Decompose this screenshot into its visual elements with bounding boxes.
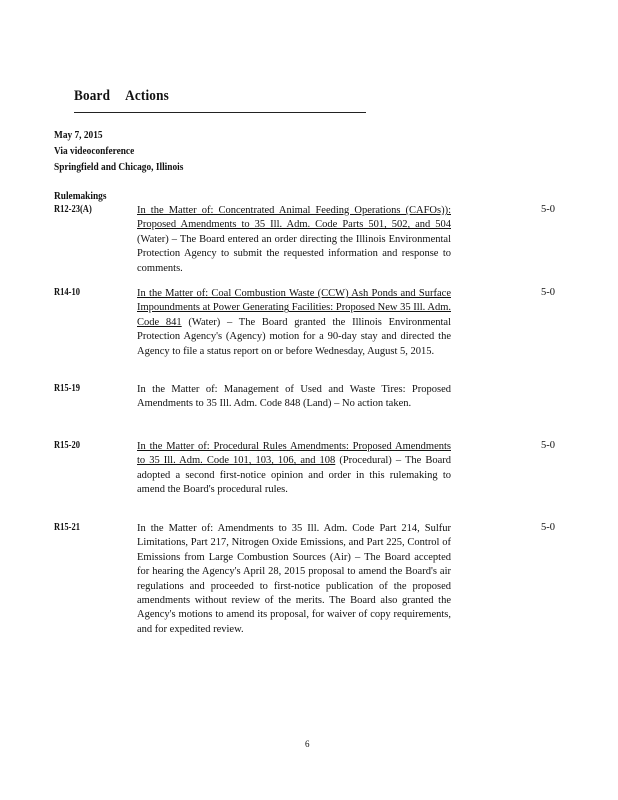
- page-title: Board Actions: [74, 88, 169, 104]
- case-action: (Water) – The Board granted the Illinois Environmental Protection Agency's (Agency) motion for a 90-day stay and directed the Agency to file a status report on or before Wednesday, August 5, 2015.: [137, 316, 451, 357]
- meeting-locations: Springfield and Chicago, Illinois: [54, 161, 184, 173]
- page-number: 6: [305, 739, 310, 749]
- vote-count: 5-0: [541, 522, 555, 533]
- entry-description: [137, 287, 451, 359]
- docket-number: R12-23(A): [54, 204, 92, 215]
- entry-description: [137, 383, 451, 412]
- entry-description: [137, 440, 451, 498]
- case-action: (Procedural) – The Board adopted a second first-notice opinion and order in this rulemaking to amend the Board's procedural rules.: [137, 455, 451, 496]
- case-action: (Water) – The Board entered an order directing the Illinois Environmental Protection Agency to submit the requested information and response to comments.: [137, 233, 451, 274]
- docket-number: R15-20: [54, 440, 80, 451]
- vote-count: 5-0: [541, 204, 555, 215]
- case-title: In the Matter of: Procedural Rules Amendments: Proposed Amendments to 35 Ill. Adm. Code 101, 103, 106, and 108: [137, 441, 451, 467]
- meeting-info: [54, 127, 183, 175]
- entry-description: [137, 522, 451, 637]
- case-title: In the Matter of: Concentrated Animal Feeding Operations (CAFOs)): Proposed Amendments to 35 Ill. Adm. Code Parts 501, 502, and 504: [137, 205, 451, 231]
- case-title: In the Matter of: Coal Combustion Waste (CCW) Ash Ponds and Surface Impoundments at Power Generating Facilities: Proposed New 35 Ill. Adm. Code 841: [137, 288, 451, 328]
- meeting-date: May 7, 2015: [54, 129, 103, 141]
- docket-number: R15-19: [54, 383, 80, 394]
- docket-number: R15-21: [54, 522, 80, 533]
- entry-description: [137, 204, 451, 276]
- vote-count: 5-0: [541, 440, 555, 451]
- section-heading: Rulemakings: [54, 190, 107, 202]
- meeting-via: Via videoconference: [54, 145, 135, 157]
- title-divider: [74, 112, 366, 113]
- case-action: In the Matter of: Amendments to 35 Ill. Adm. Code Part 214, Sulfur Limitations, Part 217, Nitrogen Oxide Emissions, and Part 225, Control of Emissions from Large Combustion Sources (Air) – The Board accepted for hearing the Agency's April 28, 2015 proposal to amend the Board's air regulations and proceeded to first-notice publication of the proposed amendments without review of the merits. The Board also granted the Agency's motions to amend its proposal, for waiver of copy requirements, and for expedited review.: [137, 523, 451, 635]
- vote-count: 5-0: [541, 287, 555, 298]
- case-action: In the Matter of: Management of Used and Waste Tires: Proposed Amendments to 35 Ill. Adm. Code 848 (Land) – No action taken.: [137, 384, 451, 410]
- docket-number: R14-10: [54, 287, 80, 298]
